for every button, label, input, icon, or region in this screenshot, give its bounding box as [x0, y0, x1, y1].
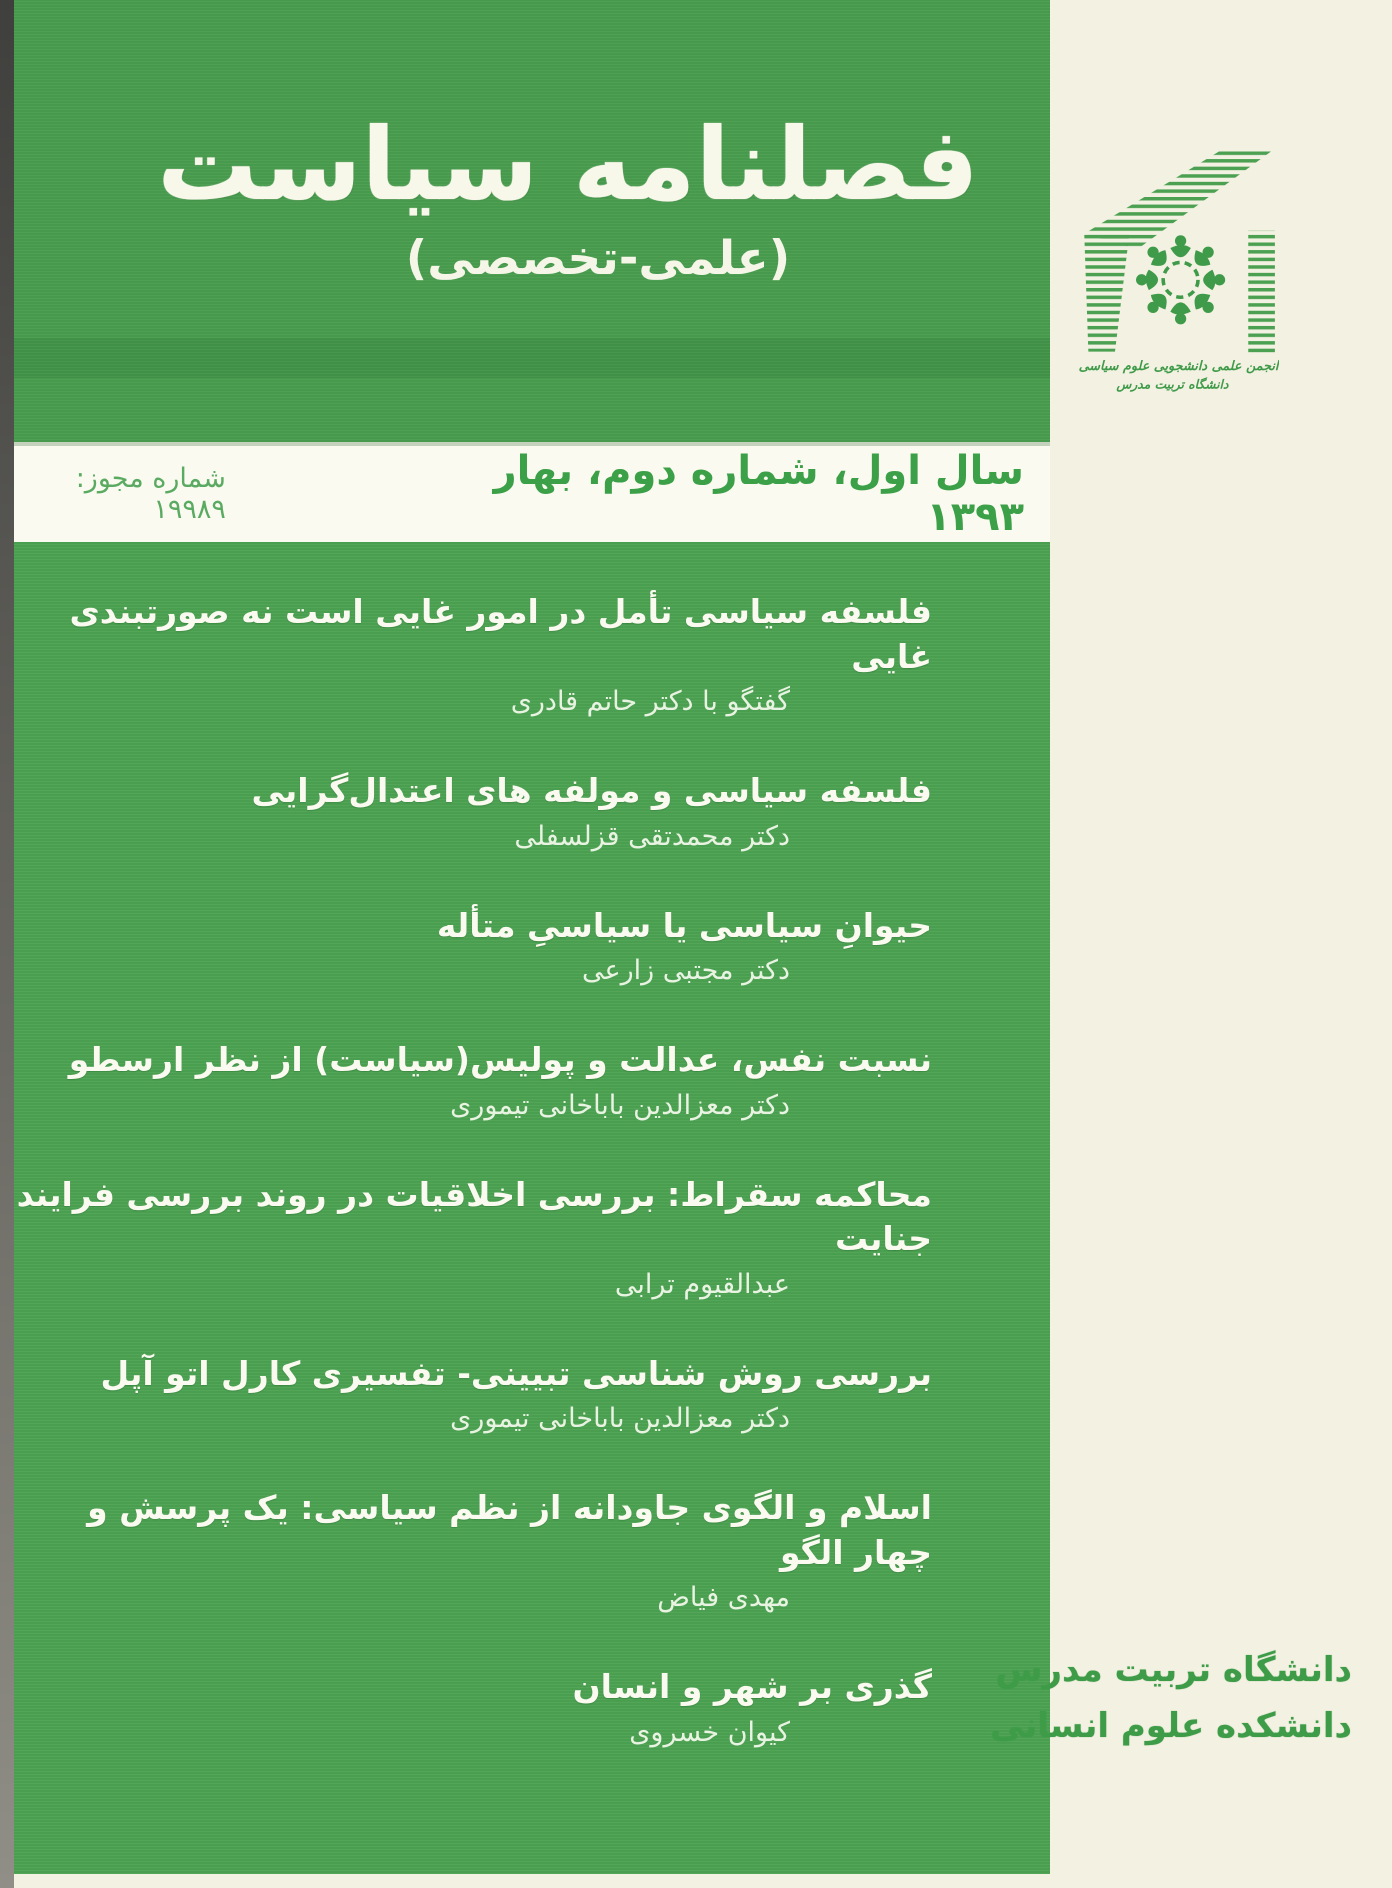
publisher-faculty: دانشکده علوم انسانی: [990, 1706, 1352, 1746]
emblem-caption-line1: انجمن علمی دانشجویی علوم سیاسی: [1078, 359, 1279, 375]
cover-side-column: [990, 0, 1392, 1888]
publisher-university: دانشگاه تربیت مدرس: [995, 1650, 1352, 1690]
toc-item: [14, 904, 932, 987]
article-title: فلسفه سیاسی و مولفه های اعتدال‌گرایی: [251, 771, 932, 811]
article-author: عبدالقیوم ترابی: [614, 1268, 790, 1300]
toc-item: [14, 590, 932, 717]
article-author: کیوان خسروی: [629, 1717, 790, 1749]
article-title: محاکمه سقراط: بررسی اخلاقیات در روند بررسی فرایند جنایت: [16, 1174, 932, 1259]
journal-title: فصلنامه سیاست: [157, 106, 979, 223]
article-author: مهدی فیاض: [657, 1582, 790, 1614]
article-author: دکتر معزالدین باباخانی تیموری: [450, 1089, 790, 1121]
journal-subtitle: (علمی-تخصصی): [405, 231, 791, 286]
issue-band: [14, 442, 1050, 542]
table-of-contents: [14, 542, 1050, 1748]
article-title: نسبت نفس، عدالت و پولیس(سیاست) از نظر ارسطو: [68, 1040, 932, 1080]
publisher-block: [990, 1642, 1352, 1754]
toc-item: [14, 1665, 932, 1748]
issue-info: سال اول، شماره دوم، بهار ۱۳۹۳: [493, 448, 1024, 540]
toc-item: [14, 1038, 932, 1121]
article-author: دکتر مجتبی زارعی: [582, 955, 790, 987]
toc-item: [14, 769, 932, 852]
article-title: گذری بر شهر و انسان: [572, 1667, 932, 1707]
association-emblem-icon: [1074, 136, 1279, 398]
article-author: گفتگو با دکتر حاتم قادری: [510, 686, 790, 718]
toc-item: [14, 1486, 932, 1613]
license-number: شماره مجوز: ۱۹۹۸۹: [75, 463, 226, 525]
toc-item: [14, 1352, 932, 1435]
article-author: دکتر معزالدین باباخانی تیموری: [450, 1403, 790, 1435]
article-author: دکتر محمدتقی قزلسفلی: [514, 820, 790, 852]
cover-page: [14, 0, 1392, 1888]
article-title: فلسفه سیاسی تأمل در امور غایی است نه صورتبندی غایی: [69, 592, 932, 676]
article-title: اسلام و الگوی جاودانه از نظم سیاسی: یک پرسش و چهار الگو: [87, 1488, 932, 1572]
emblem-caption-line2: دانشگاه تربیت مدرس: [1116, 377, 1229, 392]
cover-main-panel: [14, 0, 1050, 1874]
scan-shade-band: [14, 338, 1050, 378]
article-title: بررسی روش شناسی تبیینی- تفسیری کارل اتو آپل: [100, 1353, 932, 1393]
article-title: حیوانِ سیاسی یا سیاسیِ متأله: [436, 905, 932, 945]
toc-item: [14, 1173, 932, 1300]
masthead: [14, 0, 1050, 442]
scan-edge-shadow: [0, 0, 14, 1888]
